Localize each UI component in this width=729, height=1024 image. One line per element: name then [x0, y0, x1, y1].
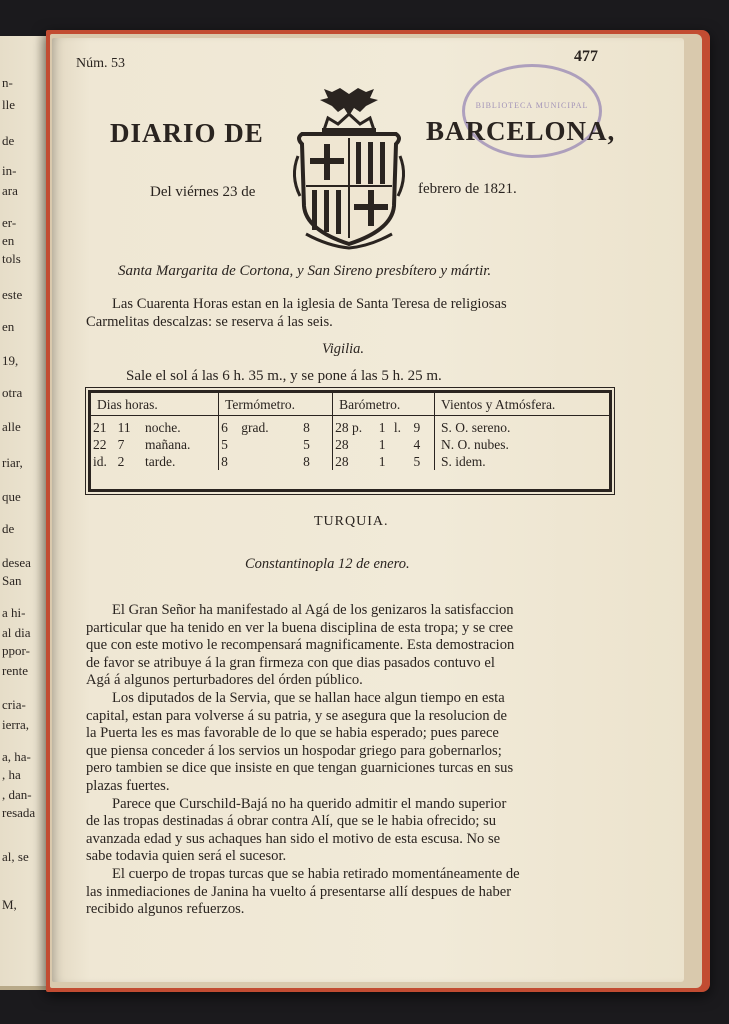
left-page-fragment: al, se [2, 849, 29, 864]
weather-cell: 11 [117, 420, 131, 435]
weather-cell [239, 453, 297, 470]
left-page-fragment: ppor- [2, 643, 30, 658]
masthead-right: BARCELONA, [426, 116, 616, 146]
left-page-fragment: al dia [2, 625, 31, 640]
left-page-fragment: n- [2, 75, 13, 90]
forty-hours-line-2: Carmelitas descalzas: se reserva á las seis. [86, 313, 333, 330]
weather-row [91, 416, 609, 437]
article-line: pero tambien se dice que insiste en que tengan guarniciones turcas en sus [86, 760, 514, 777]
weather-cell: S. O. sereno. [441, 420, 511, 435]
weather-cell: 1 [378, 454, 386, 469]
weather-cell: 22 [93, 437, 107, 452]
weather-cell: 8 [297, 416, 333, 437]
left-page-fragment: , dan- [2, 787, 32, 802]
weather-cell: 28 [335, 437, 349, 452]
col-termometro: Termómetro. [219, 393, 333, 416]
forty-hours-notice [86, 296, 616, 331]
left-page-fragment: resada [2, 805, 36, 820]
weather-cell: 2 [117, 454, 125, 469]
weather-cell: 4 [407, 436, 434, 453]
stamp-text: BIBLIOTECA MUNICIPAL [475, 101, 589, 110]
col-barometro: Barómetro. [333, 393, 435, 416]
article-line: Agá á algunos perturbadores del órden público. [86, 672, 363, 689]
weather-cell [392, 453, 408, 470]
weather-cell: 1 [378, 420, 386, 435]
weather-cell: 9 [407, 416, 434, 437]
weather-row [91, 453, 609, 470]
article-line: sabe todavia quien será el sucesor. [86, 848, 287, 865]
article-line: capital, estan para volverse á su patria, y se asegura que la resolucion de [86, 707, 508, 724]
sunrise-sunset: Sale el sol á las 6 h. 35 m., y se pone á las 5 h. 25 m. [126, 368, 442, 384]
article-line: particular que ha tenido en ver la buena disciplina de esta tropa; y se cree [86, 619, 514, 636]
weather-cell: S. idem. [441, 454, 486, 469]
left-facing-page [0, 36, 50, 990]
left-page-fragment: rente [2, 663, 28, 678]
masthead-left: DIARIO DE [110, 118, 264, 148]
article-paragraph [86, 690, 616, 796]
article-body [86, 602, 616, 919]
article-paragraph [86, 866, 616, 919]
article-line: Parece que Curschild-Bajá no ha querido admitir el mando superior [112, 795, 507, 812]
left-page-fragment: que [2, 489, 21, 504]
article-line: El Gran Señor ha manifestado al Agá de los genizaros la satisfaccion [112, 602, 514, 618]
left-page-fragment: otra [2, 385, 23, 400]
weather-cell: 5 [407, 453, 434, 470]
weather-cell: 28 [335, 454, 349, 469]
dateline: Constantinopla 12 de enero. [245, 556, 410, 572]
weather-cell: 5 [297, 436, 333, 453]
left-page-fragment: a hi- [2, 605, 26, 620]
issue-number: Núm. 53 [76, 56, 125, 71]
left-page-fragment: , ha [2, 767, 21, 782]
left-page-fragment: a, ha- [2, 749, 31, 764]
weather-cell: N. O. nubes. [441, 437, 509, 452]
weather-table [88, 390, 612, 492]
article-paragraph [86, 602, 616, 690]
article-line: Los diputados de la Servia, que se hallan hace algun tiempo en esta [112, 689, 505, 706]
article-line: que con este motivo le recompensará magnificamente. Esta demostracion [86, 637, 515, 654]
section-heading: TURQUIA. [314, 514, 389, 529]
weather-cell: 8 [297, 453, 333, 470]
page-number: 477 [574, 48, 598, 65]
weather-cell: l. [393, 420, 401, 435]
weather-cell: grad. [241, 420, 269, 435]
left-page-fragment: cria- [2, 697, 26, 712]
weather-cell [392, 436, 408, 453]
weather-cell: noche. [139, 416, 219, 437]
left-page-fragment: desea [2, 555, 31, 570]
left-page-fragment: in- [2, 163, 17, 178]
article-line: que piensa conceder á los servios un hospodar griego para gobernarlos; [86, 742, 502, 759]
article-line: avanzada edad y sus achaques han sido el motivo de esta escusa. No se [86, 830, 501, 847]
date-right: febrero de 1821. [418, 181, 517, 197]
barcelona-coat-of-arms [288, 86, 410, 250]
saints-of-the-day: Santa Margarita de Cortona, y San Sireno presbítero y mártir. [118, 263, 492, 279]
article-line: las inmediaciones de Janina ha vuelto á presentarse allí despues de haber [86, 883, 512, 900]
article-line: de las tropas destinadas á obrar contra Alí, que se le habia ofrecido; su [86, 813, 497, 830]
left-page-fragment: lle [2, 97, 15, 112]
weather-cell [239, 436, 297, 453]
left-page-fragment: San [2, 573, 22, 588]
left-page-fragment: de [2, 133, 15, 148]
article-line: de favor se atribuye á la gran firmeza con que dias pasados contuvo el [86, 654, 495, 671]
weather-cell: 1 [378, 437, 386, 452]
weather-cell: 5 [221, 437, 228, 452]
left-page-fragment: en [2, 319, 15, 334]
left-page-fragment: riar, [2, 455, 23, 470]
left-page-fragment: er- [2, 215, 17, 230]
left-page-fragment: M, [2, 897, 17, 912]
article-paragraph [86, 796, 616, 866]
weather-row [91, 436, 609, 453]
col-vientos: Vientos y Atmósfera. [435, 393, 609, 416]
article-line: plazas fuertes. [86, 777, 170, 794]
weather-cell: id. [93, 454, 107, 469]
left-page-fragment: tols [2, 251, 21, 266]
article-line: la Puerta les es mas favorable de lo que se habia esperado; pues parece [86, 725, 499, 742]
weather-cell: 8 [221, 454, 228, 469]
left-page-fragment: de [2, 521, 15, 536]
col-dias-horas: Dias horas. [91, 393, 219, 416]
weather-cell: 7 [117, 437, 125, 452]
left-page-fragment: alle [2, 419, 21, 434]
vigilia-note: Vigilia. [322, 341, 365, 357]
weather-cell: 6 [221, 420, 228, 435]
weather-cell: mañana. [139, 436, 219, 453]
forty-hours-line-1: Las Cuarenta Horas estan en la iglesia de Santa Teresa de religiosas [112, 296, 507, 312]
article-line: El cuerpo de tropas turcas que se habia retirado momentáneamente de [112, 865, 520, 882]
left-page-fragment: este [2, 287, 23, 302]
newspaper-page [52, 38, 684, 982]
left-page-fragment: en [2, 233, 15, 248]
weather-cell: 28 p. [335, 420, 363, 435]
article-line: recibido algunos refuerzos. [86, 901, 245, 918]
left-page-fragment: 19, [2, 353, 19, 368]
date-left: Del viérnes 23 de [150, 184, 256, 200]
weather-cell: tarde. [139, 453, 219, 470]
left-page-fragment: ierra, [2, 717, 30, 732]
left-page-fragment: ara [2, 183, 18, 198]
weather-cell: 21 [93, 420, 107, 435]
